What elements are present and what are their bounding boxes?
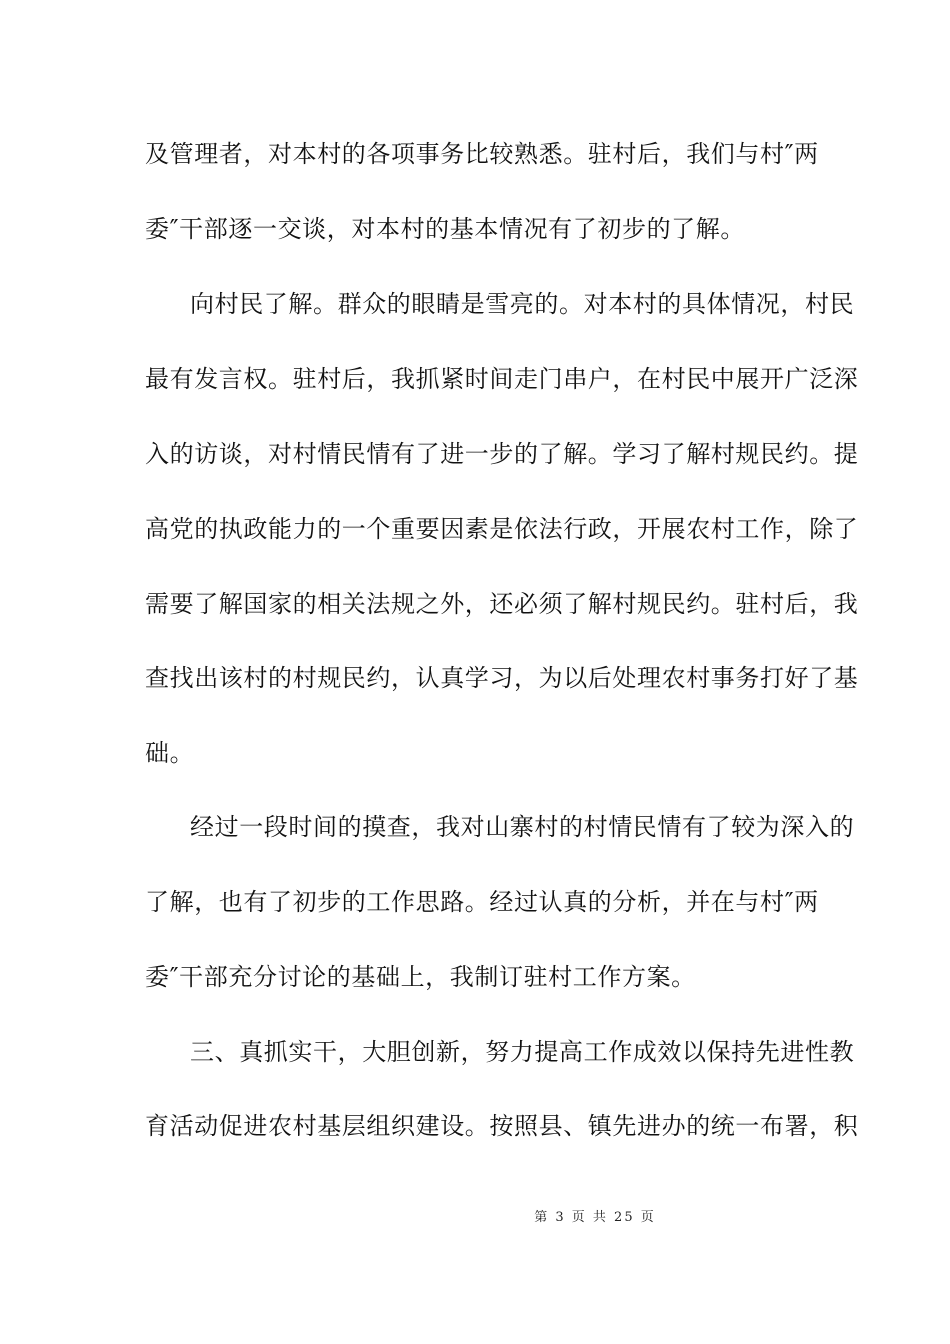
- text-line: 委″干部充分讨论的基础上，我制订驻村工作方案。: [145, 963, 696, 991]
- paragraph-start-line: 三、真抓实干，大胆创新，努力提高工作成效以保持先进性教: [190, 1038, 855, 1066]
- text-line: 及管理者，对本村的各项事务比较熟悉。驻村后，我们与村″两: [145, 140, 819, 168]
- text-line: 查找出该村的村规民约，认真学习，为以后处理农村事务打好了基: [145, 664, 859, 692]
- text-line: 育活动促进农村基层组织建设。按照县、镇先进办的统一布署，积: [145, 1112, 859, 1140]
- paragraph-start-line: 向村民了解。群众的眼睛是雪亮的。对本村的具体情况，村民: [190, 290, 855, 318]
- text-line: 委″干部逐一交谈，对本村的基本情况有了初步的了解。: [145, 215, 745, 243]
- text-line: 了解，也有了初步的工作思路。经过认真的分析，并在与村″两: [145, 888, 819, 916]
- text-line: 高党的执政能力的一个重要因素是依法行政，开展农村工作，除了: [145, 515, 859, 543]
- text-line: 最有发言权。驻村后，我抓紧时间走门串户，在村民中展开广泛深: [145, 365, 859, 393]
- text-line: 需要了解国家的相关法规之外，还必须了解村规民约。驻村后，我: [145, 590, 859, 618]
- text-line: 础。: [145, 739, 195, 767]
- paragraph-start-line: 经过一段时间的摸查，我对山寨村的村情民情有了较为深入的: [190, 813, 855, 841]
- text-line: 入的访谈，对村情民情有了进一步的了解。学习了解村规民约。提: [145, 440, 859, 468]
- page-number-footer: 第 3 页 共 25 页: [534, 1210, 656, 1225]
